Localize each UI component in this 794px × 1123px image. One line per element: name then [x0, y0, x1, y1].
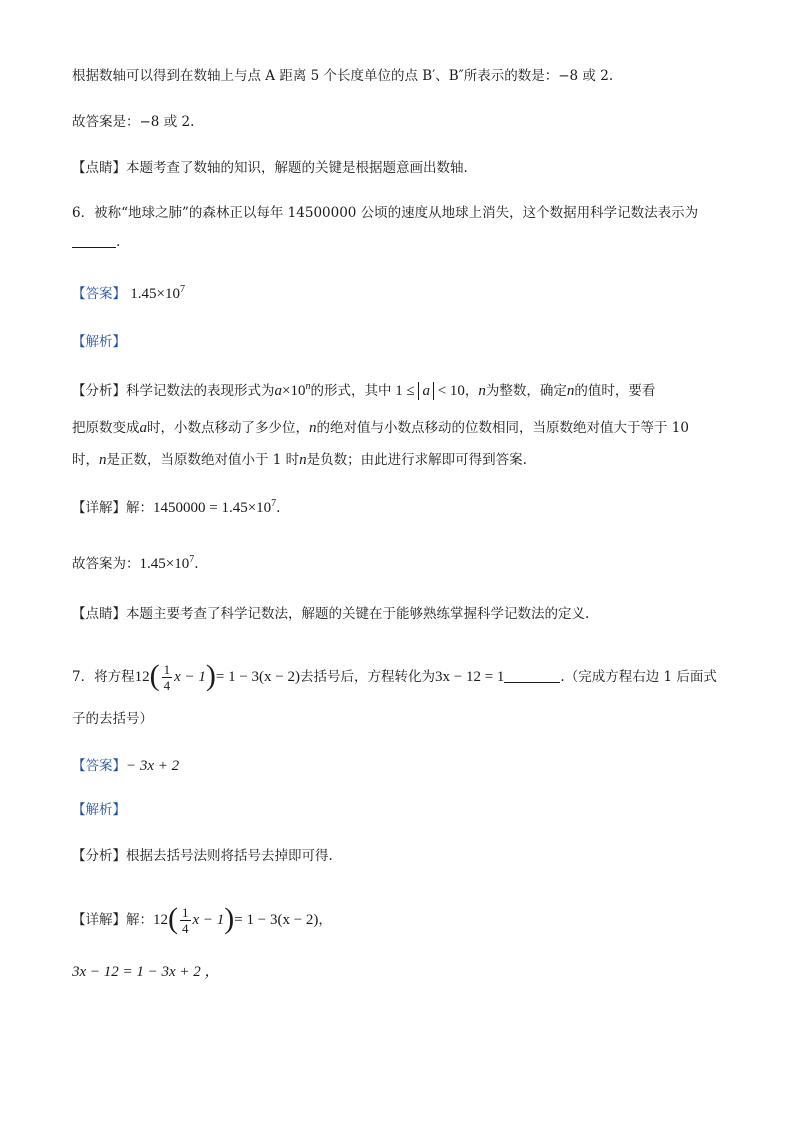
- fraction: $\frac{1}{4}$: [163, 662, 171, 693]
- detail-equation: $1450000 = 1.45\times 10^7$: [153, 498, 277, 516]
- question-6-tail: .: [116, 234, 121, 250]
- question-6-stem: 6．被称“地球之肺”的森林正以每年 14500000 公顷的速度从地球上消失，这个数据用科学记数法表示为: [72, 205, 699, 221]
- final-answer-q6: 故答案为：$1.45\times 10^7$.: [72, 554, 199, 572]
- sci-form: $a\times 10^n$: [274, 381, 311, 399]
- answer-blank: [72, 233, 116, 248]
- xiangjie-q7-step2: 3x − 12 = 1 − 3x + 2 ，: [72, 964, 220, 980]
- paragraph-answer-q5: 故答案是：−8 或 2.: [72, 114, 195, 130]
- range-inequality: 1 ≤ a < 10: [395, 383, 465, 399]
- xiangjie-q6: 【详解】解：$1450000 = 1.45\times 10^7$.: [72, 498, 281, 516]
- answer-q6: [72, 284, 734, 304]
- dianjing-tag: 【点睛】: [72, 160, 126, 176]
- detail-equation: 12( $\frac{1}{4}$ x − 1)= 1 − 3(x − 2): [153, 901, 319, 936]
- fenxi-tag: 【分析】: [72, 383, 126, 399]
- dianjing-q6: 【点睛】本题主要考查了科学记数法，解题的关键在于能够熟练掌握科学记数法的定义.: [72, 606, 590, 622]
- question-6-blank-line: [72, 232, 734, 252]
- jiexi-q7: 【解析】: [72, 802, 126, 818]
- fenxi-q6-line2: 把原数变成a时，小数点移动了多少位，n的绝对值与小数点移动的位数相同，当原数绝对值大于等于 10: [72, 420, 689, 436]
- xiangjie-tag: 【详解】: [72, 500, 126, 516]
- answer-value: $1.45\times 10^7$: [130, 284, 186, 302]
- paragraph-number-line-result: 根据数轴可以得到在数轴上与点 A 距离 5 个长度单位的点 B′、B″所表示的数是：−8 或 2.: [72, 68, 614, 84]
- fenxi-q7: 【分析】根据去括号法则将括号去掉即可得.: [72, 848, 333, 864]
- final-value: $1.45\times 10^7$: [139, 554, 195, 572]
- answer-blank: [504, 668, 560, 683]
- answer-value: − 3x + 2: [126, 758, 180, 774]
- fenxi-q6-line1: 【分析】科学记数法的表现形式为$a\times 10^n$的形式，其中 1 ≤ a < 10，n为整数，确定n的值时，要看: [72, 381, 656, 399]
- answer-tag: 【答案】: [72, 286, 126, 302]
- jiexi-q6: [72, 332, 734, 352]
- paragraph-dianjing-q5: [72, 158, 734, 178]
- fenxi-q6-line3: 时，n是正数，当原数绝对值小于 1 时n是负数；由此进行求解即可得到答案.: [72, 452, 527, 468]
- question-7-stem: 7．将方程12( $\frac{1}{4}$ x − 1)= 1 − 3(x − 2)去括号后，方程转化为3x − 12 = 1 .（完成方程右边 1 后面式: [72, 658, 717, 693]
- answer-q7: 【答案】− 3x + 2: [72, 758, 180, 774]
- dianjing-text: 本题考查了数轴的知识，解题的关键是根据题意画出数轴.: [126, 160, 468, 176]
- q7-equation: 12( $\frac{1}{4}$ x − 1)= 1 − 3(x − 2): [134, 658, 300, 693]
- xiangjie-q7: 【详解】解：12( $\frac{1}{4}$ x − 1)= 1 − 3(x − 2)，: [72, 901, 332, 936]
- jiexi-tag: 【解析】: [72, 334, 126, 350]
- question-7-line2: 子的去括号）: [72, 711, 153, 727]
